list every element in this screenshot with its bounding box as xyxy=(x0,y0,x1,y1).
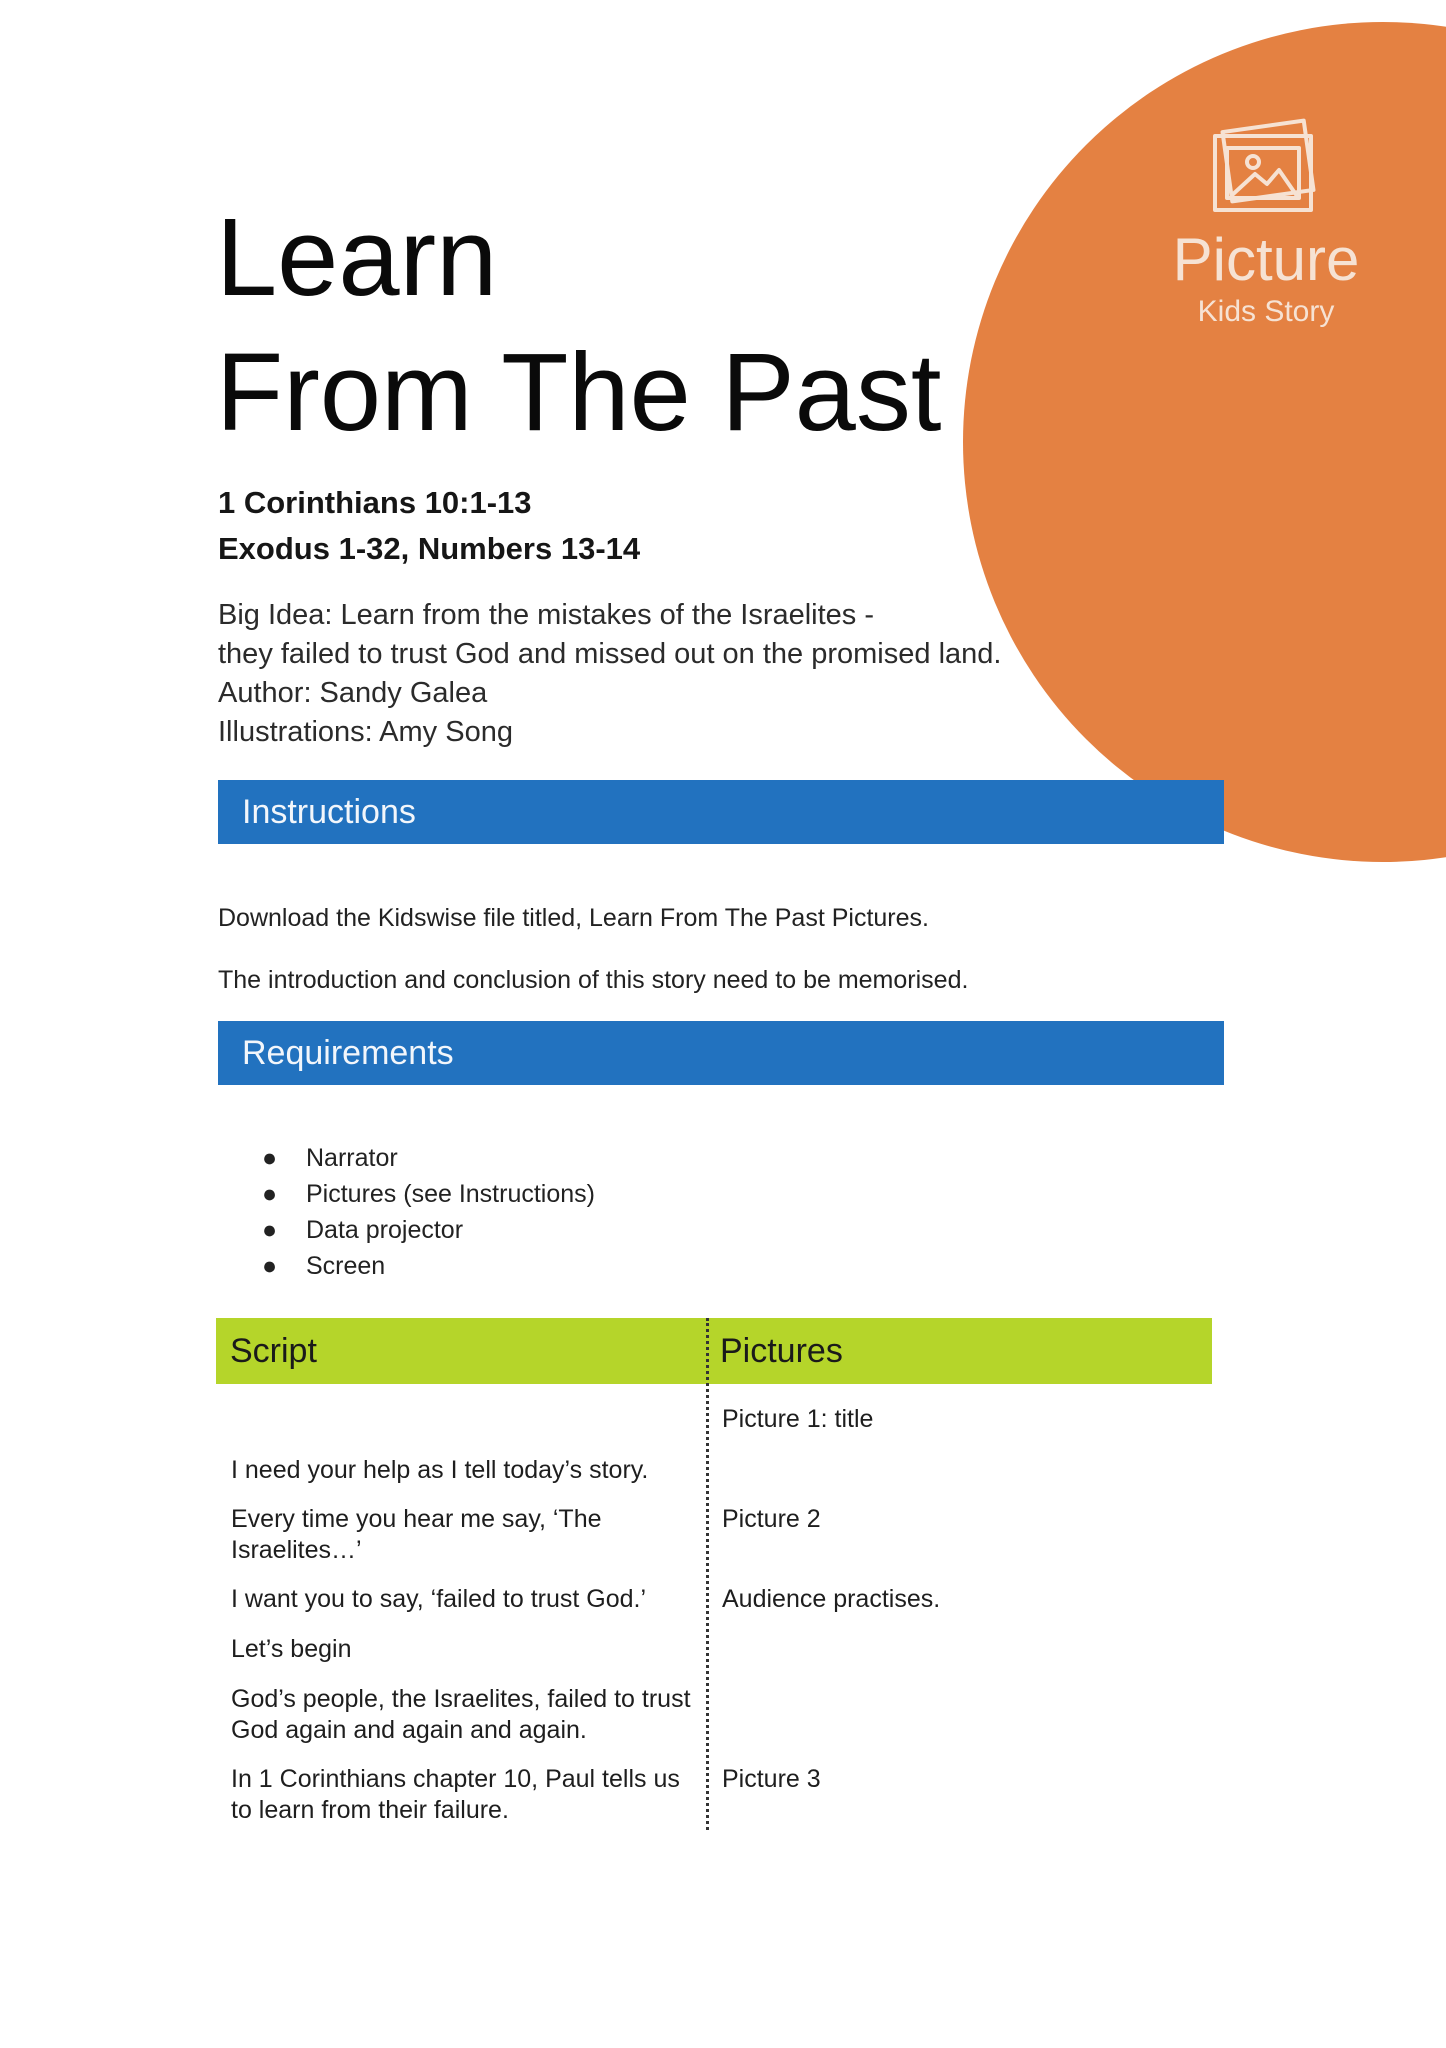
table-cell-script: Let’s begin xyxy=(231,1635,352,1663)
big-idea-line-2: they failed to trust God and missed out on the promised land. xyxy=(218,638,1002,670)
requirement-text: Data projector xyxy=(306,1216,464,1244)
bullet-icon: ● xyxy=(262,1216,278,1244)
brand-subtitle: Kids Story xyxy=(1197,295,1335,328)
pictures-column-header: Pictures xyxy=(720,1332,843,1370)
table-cell-script: In 1 Corinthians chapter 10, Paul tells us to learn from their failure. xyxy=(231,1765,680,1824)
list-item xyxy=(262,1248,595,1284)
reference-1: 1 Corinthians 10:1-13 xyxy=(218,485,532,520)
table-cell-pictures: Audience practises. xyxy=(722,1585,941,1613)
table-cell-script: Every time you hear me say, ‘The Israelites…’ xyxy=(231,1505,602,1564)
brand-corner-circle xyxy=(963,22,1446,862)
list-item xyxy=(262,1212,595,1248)
instructions-heading: Instructions xyxy=(218,780,1224,844)
instructions-paragraph-2: The introduction and conclusion of this story need to be memorised. xyxy=(218,966,969,994)
script-table-header xyxy=(216,1318,1212,1384)
picture-frames-icon xyxy=(1207,118,1323,220)
story-meta xyxy=(218,596,1001,752)
requirement-text: Narrator xyxy=(306,1144,398,1172)
illustrator: Illustrations: Amy Song xyxy=(218,716,513,748)
author: Author: Sandy Galea xyxy=(218,677,488,709)
title-line-1: Learn xyxy=(216,196,498,319)
scripture-references xyxy=(218,480,640,572)
instructions-paragraph-1: Download the Kidswise file titled, Learn From The Past Pictures. xyxy=(218,904,929,932)
table-cell-script: I want you to say, ‘failed to trust God.’ xyxy=(231,1585,647,1613)
list-item xyxy=(262,1176,595,1212)
table-cell-script: I need your help as I tell today’s story. xyxy=(231,1456,649,1484)
requirements-heading: Requirements xyxy=(218,1021,1224,1085)
table-cell-pictures: Picture 1: title xyxy=(722,1405,874,1433)
list-item xyxy=(262,1140,595,1176)
brand-name: Picture xyxy=(1172,226,1360,293)
bullet-icon: ● xyxy=(262,1180,278,1208)
table-cell-pictures: Picture 3 xyxy=(722,1765,821,1793)
bullet-icon: ● xyxy=(262,1252,278,1280)
column-divider xyxy=(706,1318,709,1830)
table-cell-script: God’s people, the Israelites, failed to trust God again and again and again. xyxy=(231,1685,691,1744)
reference-2: Exodus 1-32, Numbers 13-14 xyxy=(218,531,641,566)
requirements-list xyxy=(262,1140,595,1284)
title-line-2: From The Past xyxy=(216,331,942,454)
requirement-text: Screen xyxy=(306,1252,386,1280)
script-column-header: Script xyxy=(230,1332,317,1370)
bullet-icon: ● xyxy=(262,1144,278,1172)
requirement-text: Pictures (see Instructions) xyxy=(306,1180,595,1208)
page-title xyxy=(216,190,941,460)
table-cell-pictures: Picture 2 xyxy=(722,1505,821,1533)
big-idea-line-1: Big Idea: Learn from the mistakes of the Israelites - xyxy=(218,599,875,631)
